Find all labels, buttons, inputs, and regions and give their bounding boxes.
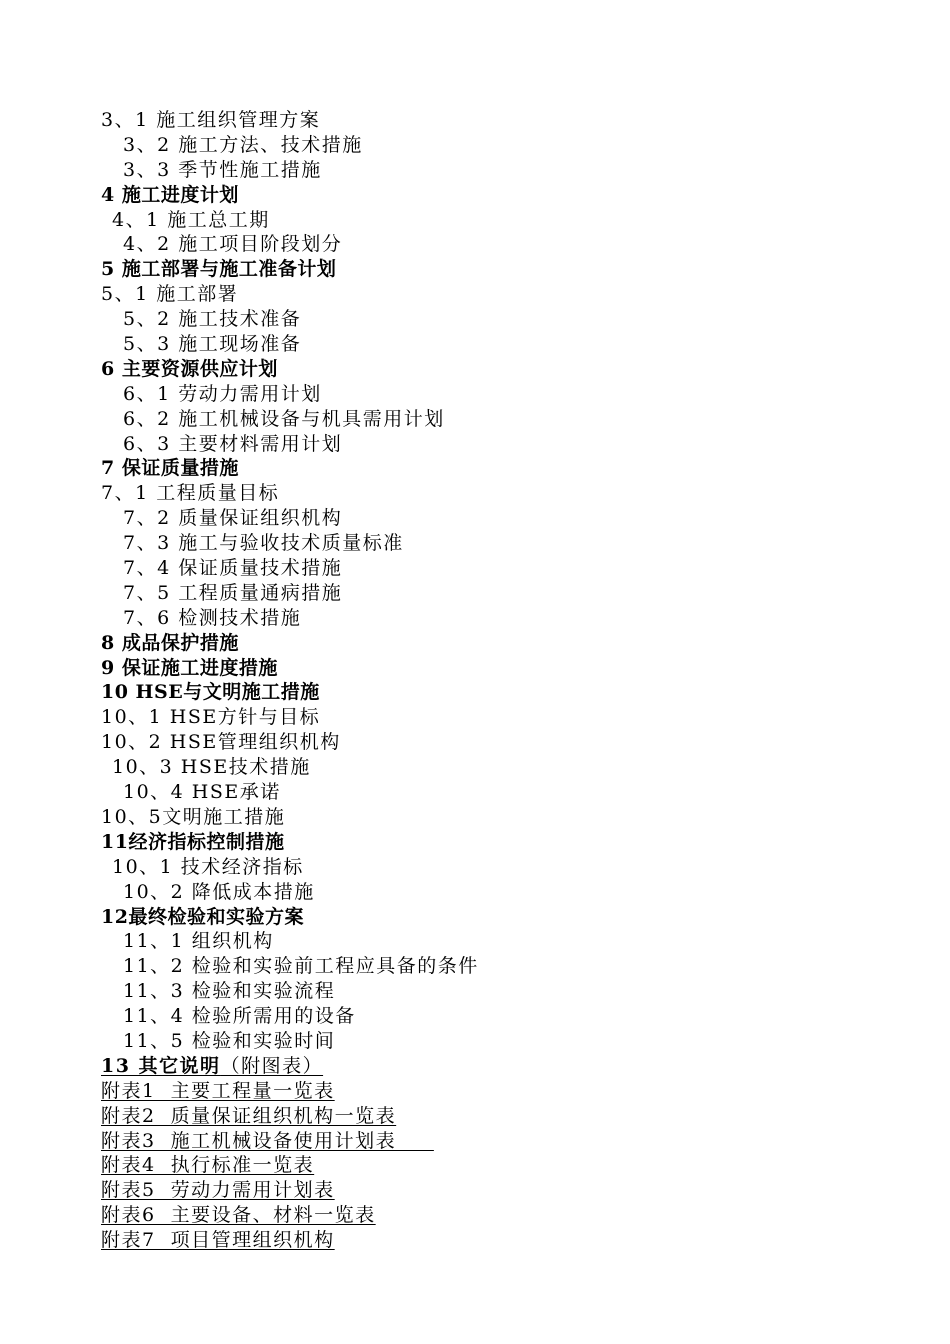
toc-appendix-text: 附表5 劳动力需用计划表 — [101, 1179, 335, 1202]
table-of-contents — [101, 108, 901, 1253]
toc-subitem — [101, 332, 901, 357]
toc-heading-text: 8 成品保护措施 — [101, 631, 239, 654]
toc-subitem-text: 3、2 施工方法、技术措施 — [123, 133, 363, 156]
toc-subitem-text: 10、2 HSE管理组织机构 — [101, 731, 341, 754]
toc-subitem-text: 3、1 施工组织管理方案 — [101, 109, 321, 131]
toc-subitem — [101, 382, 901, 407]
toc-appendix-text: 附表1 主要工程量一览表 — [101, 1079, 335, 1102]
toc-subitem — [101, 282, 901, 307]
toc-heading-text: 7 保证质量措施 — [101, 457, 239, 480]
toc-subitem — [101, 705, 901, 730]
toc-subitem — [101, 108, 901, 133]
toc-appendix-item — [101, 1104, 901, 1129]
toc-appendix-item — [101, 1178, 901, 1203]
toc-appendix-item — [101, 1228, 901, 1253]
toc-subitem-text: 10、4 HSE承诺 — [123, 781, 281, 804]
toc-subitem-text: 10、5文明施工措施 — [101, 805, 286, 828]
toc-subitem — [101, 581, 901, 606]
toc-subitem-text: 3、3 季节性施工措施 — [123, 158, 322, 181]
toc-subitem-text: 11、3 检验和实验流程 — [123, 980, 336, 1003]
toc-subitem — [101, 556, 901, 581]
toc-subitem — [101, 1004, 901, 1029]
toc-subitem-text: 7、4 保证质量技术措施 — [123, 557, 343, 580]
toc-heading-note: （附图表） — [220, 1054, 324, 1077]
toc-appendix-item — [101, 1079, 901, 1104]
toc-subitem-text: 7、5 工程质量通病措施 — [123, 581, 343, 604]
toc-subitem-text: 5、3 施工现场准备 — [123, 333, 302, 356]
toc-heading — [101, 830, 901, 855]
toc-heading-text: 5 施工部署与施工准备计划 — [101, 258, 337, 281]
toc-heading-text: 6 主要资源供应计划 — [101, 357, 278, 380]
toc-heading — [101, 680, 901, 705]
toc-subitem — [101, 755, 901, 780]
toc-subitem-text: 7、2 质量保证组织机构 — [123, 507, 343, 530]
toc-subitem-text: 6、1 劳动力需用计划 — [123, 382, 322, 405]
toc-heading-text: 9 保证施工进度措施 — [101, 656, 278, 679]
toc-appendix-text: 附表7 项目管理组织机构 — [101, 1229, 335, 1252]
toc-heading-main: 13 其它说明 — [101, 1054, 221, 1077]
toc-subitem — [101, 232, 901, 257]
toc-heading — [101, 656, 901, 681]
toc-heading — [101, 905, 901, 930]
toc-heading-text — [101, 1055, 323, 1077]
toc-appendix-text: 附表6 主要设备、材料一览表 — [101, 1204, 376, 1227]
toc-subitem — [101, 407, 901, 432]
toc-heading — [101, 183, 901, 208]
toc-subitem-text: 6、3 主要材料需用计划 — [123, 432, 343, 455]
toc-subitem — [101, 307, 901, 332]
toc-subitem — [101, 208, 901, 233]
toc-subitem-text: 11、1 组织机构 — [123, 930, 274, 953]
toc-heading — [101, 357, 901, 382]
toc-subitem-text: 10、3 HSE技术措施 — [112, 756, 311, 779]
toc-heading-text: 11经济指标控制措施 — [101, 830, 285, 853]
toc-subitem — [101, 855, 901, 880]
toc-heading-text: 12最终检验和实验方案 — [101, 905, 304, 928]
toc-subitem — [101, 432, 901, 457]
toc-subitem-text: 4、2 施工项目阶段划分 — [123, 233, 343, 256]
toc-appendix-text: 附表3 施工机械设备使用计划表 — [101, 1129, 434, 1152]
toc-heading — [101, 456, 901, 481]
toc-subitem — [101, 880, 901, 905]
toc-appendix-item — [101, 1203, 901, 1228]
toc-heading — [101, 1054, 901, 1079]
toc-subitem — [101, 979, 901, 1004]
toc-subitem-text: 4、1 施工总工期 — [112, 208, 270, 231]
toc-subitem-text: 5、2 施工技术准备 — [123, 308, 302, 331]
toc-subitem — [101, 805, 901, 830]
toc-subitem — [101, 506, 901, 531]
toc-subitem-text: 7、6 检测技术措施 — [123, 606, 302, 629]
toc-subitem — [101, 730, 901, 755]
toc-subitem-text: 11、5 检验和实验时间 — [123, 1029, 336, 1052]
toc-subitem — [101, 954, 901, 979]
toc-subitem-text: 5、1 施工部署 — [101, 283, 239, 306]
toc-subitem-text: 6、2 施工机械设备与机具需用计划 — [123, 407, 445, 430]
toc-heading-text: 10 HSE与文明施工措施 — [101, 681, 320, 704]
toc-heading — [101, 631, 901, 656]
toc-subitem-text: 7、3 施工与验收技术质量标准 — [123, 532, 404, 555]
toc-subitem — [101, 929, 901, 954]
toc-subitem — [101, 158, 901, 183]
toc-subitem-text: 10、1 技术经济指标 — [112, 855, 304, 878]
toc-subitem — [101, 133, 901, 158]
toc-appendix-text: 附表4 执行标准一览表 — [101, 1154, 315, 1177]
toc-subitem-text: 11、2 检验和实验前工程应具备的条件 — [123, 955, 479, 978]
toc-subitem — [101, 531, 901, 556]
toc-appendix-text: 附表2 质量保证组织机构一览表 — [101, 1104, 397, 1127]
toc-subitem — [101, 481, 901, 506]
toc-subitem-text: 11、4 检验所需用的设备 — [123, 1005, 356, 1028]
toc-appendix-item — [101, 1129, 901, 1154]
toc-subitem-text: 10、1 HSE方针与目标 — [101, 706, 321, 729]
toc-subitem-text: 10、2 降低成本措施 — [123, 880, 315, 903]
toc-appendix-item — [101, 1153, 901, 1178]
toc-subitem — [101, 1029, 901, 1054]
toc-heading — [101, 257, 901, 282]
toc-subitem — [101, 780, 901, 805]
toc-subitem-text: 7、1 工程质量目标 — [101, 482, 280, 505]
toc-heading-text: 4 施工进度计划 — [101, 183, 239, 206]
toc-subitem — [101, 606, 901, 631]
